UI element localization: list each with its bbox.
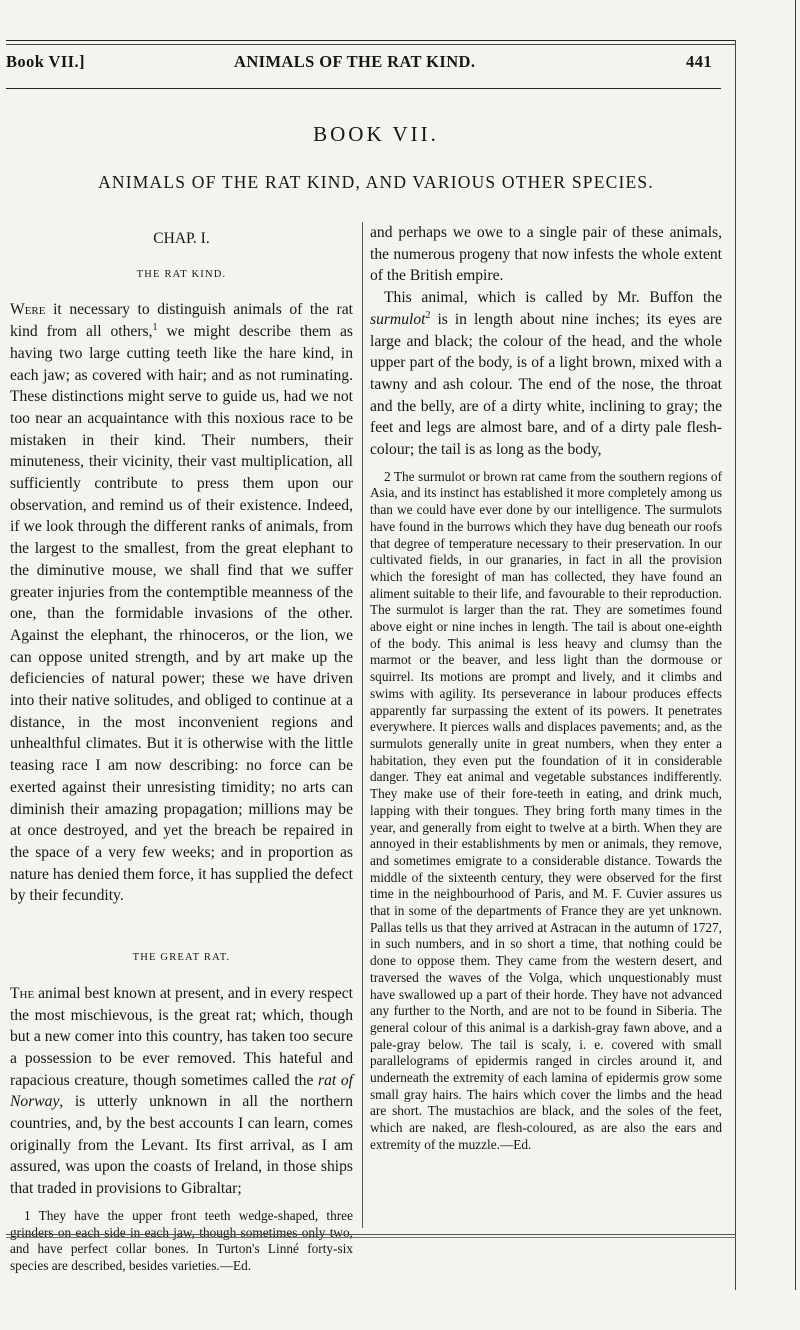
chapter-heading: CHAP. I. [153,230,210,247]
footnote-ref: 1 [152,321,158,333]
top-rule-inner [6,44,736,45]
paragraph-text: we might describe them as having two large cutting teeth like the hare kind, in each jaw; as covered with hair; and as not ruminating. These distinctions might serve to guide us, had we not too near an acquaintance with this noxious race to be mistaken in their kind. Their numbers, their minuteness, their vicinity, their vast multiplication, all sufficiently contribute to press them upon our observation, and remind us of their existence. Indeed, if we look through the different ranks of animals, from the largest to the smallest, from the great elephant to the diminutive mouse, we shall find that we suffer greater injuries from the contemptible meanness of the one, than the formidable invasions of the other. Against the elephant, the rhinoceros, or the lion, we can oppose united strength, and by art make up the deficiencies of natural power; these we have driven into their native solitudes, and obliged to continue at a distance, in the most inconvenient regions and unhealthful climates. But it is otherwise with the little teasing race I am now describing: no force can be exerted against their unresisting timidity; no arts can diminish their amazing propagation; millions may be at once destroyed, and yet the breach be repaired in the space of a very few weeks; and in proportion as nature has denied them force, it has supplied the defect by their fecundity. [10,323,354,905]
running-head-book: Book VII.] [6,52,85,71]
section-heading-rat-kind: THE RAT KIND. [136,268,227,280]
paragraph-great-rat [10,983,353,1200]
paragraph-intro [10,299,353,907]
drop-word: The [10,984,35,1002]
paragraph-surmulot [370,287,722,461]
paragraph-text: , is utterly unknown in all the northern countries, and, by the best accounts I can learn, comes originally from the Levant. Its first arrival, as I am assured, was upon the coasts of Ireland, in those ships that traded in provisions to Gibraltar; [10,1093,353,1198]
running-head-title: ANIMALS OF THE RAT KIND. [234,52,476,71]
paragraph-continuation: and perhaps we owe to a single pair of these animals, the numerous progeny that now infests the whole extent of the British empire. [370,224,722,285]
drop-word: Were [10,301,46,319]
footnote-2: 2 The surmulot or brown rat came from the southern regions of Asia, and its instinct has established it more completely among us than we could have ever done by our intelligence. The surmulots have found in the burrows which they have dug beneath our roofs that degree of temperature necessary to their preservation. In our cultivated fields, in our granaries, in fact in all the provision which the foresight of man has collected, they have found an aliment suitable to their life, and favourable to their reproduction. The surmulot is larger than the rat. They are sometimes found above eight or nine inches in length. The tail is about one-eighth of the body. This animal is less heavy and clumsy than the marmot or the beaver, and less light than the dormouse or squirrel. Its motions are prompt and lively, and it climbs and swims with agility. Its perseverance in labour produces effects apparently far surpassing the extent of its powers. It penetrates everywhere. It pierces walls and displaces pavements; and, as the surmulots generally unite in great numbers, when they enter a habitation, they even put the foundation of it in considerable danger. They eat animal and vegetable substances indifferently. They make use of their fore-teeth in eating, and drink much, lapping with their tongues. They bring forth many times in the year, and generally from eight to twelve at a birth. When they are annoyed in their establishments by men or animals, they remove, and sometimes emigrate to a considerable distance. Towards the middle of the sixteenth century, they were observed for the first time in the neighbourhood of Paris, and M. F. Cuvier assures us that in some of the departments of France they are yet unknown. Pallas tells us that they arrived at Astracan in the autumn of 1727, in such numbers, and in so short a time, that nothing could be done to oppose them. They came from the western desert, and traversed the waves of the Volga, which unquestionably must have swallowed up a part of their horde. They have not advanced any further to the North, and are not to be found in Siberia. The general colour of this animal is a darkish-gray fawn above, and a pale-gray below. The tail is scaly, i. e. covered with small parallelograms of epidermis ranged in circles around it, and underneath the extremity of each lamina of epidermis grow some small gray hairs. The hairs which cover the limbs and the head are short. The mustachios are black, and the soles of the feet, which are naked, are flesh-coloured, as are also the ears and extremity of the muzzle.—Ed. [370,468,722,1152]
book-title: BOOK VII. [313,122,439,146]
right-column [370,222,722,1154]
page-number: 441 [686,52,712,71]
section-heading-great-rat: THE GREAT RAT. [132,952,231,964]
header-rule [6,88,721,89]
page [6,0,796,1290]
bottom-rule-inner [6,1237,736,1238]
paragraph-text: it necessary to distinguish animals of the rat kind from all others, [10,301,353,341]
bottom-rule [6,1234,736,1235]
paragraph-text: This animal, which is called by Mr. Buffon the [384,289,722,307]
book-subtitle: ANIMALS OF THE RAT KIND, AND VARIOUS OTHER SPECIES. [98,172,654,192]
italic-term: rat of Norway [10,1071,354,1111]
footnote-ref: 2 [425,309,431,321]
top-rule [6,40,736,41]
margin-rule [735,40,737,1290]
running-head [6,46,736,86]
column-divider [362,222,363,1228]
left-column [10,222,353,1275]
paragraph-text: animal best known at present, and in every respect the most mischievous, is the great rat; which, though but a new comer into this country, has taken too secure a possession to be ever removed. This hateful and rapacious creature, though sometimes called the [10,984,353,1089]
paragraph-text: is in length about nine inches; its eyes are large and black; the colour of the head, and the whole upper part of the body, is of a light brown, mixed with a tawny and ash colour. The end of the nose, the throat and the belly, are of a dirty white, inclining to gray; the feet and legs are almost bare, and of a dirty pale flesh-colour; the tail is as long as the body, [370,310,722,459]
italic-term: surmulot [370,310,426,328]
footnote-1: 1 They have the upper front teeth wedge-shaped, three grinders on each side in each jaw, though sometimes only two, and have perfect collar bones. In Turton's Linné forty-six species are described, besides varieties.—Ed. [10,1207,353,1273]
